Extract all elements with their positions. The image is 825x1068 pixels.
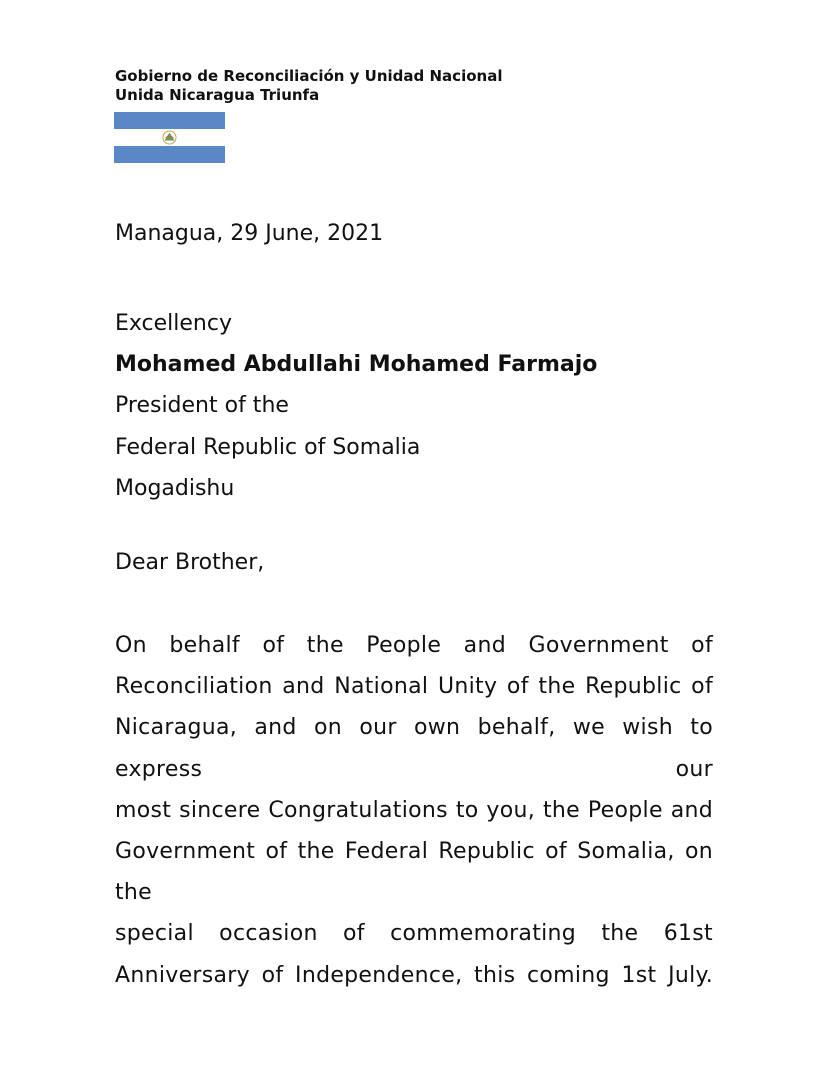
letterhead-motto: Unida Nicaragua Triunfa <box>115 86 320 104</box>
nicaragua-flag-icon <box>114 112 225 163</box>
recipient-country: Federal Republic of Somalia <box>115 434 421 460</box>
letter-date: Managua, 29 June, 2021 <box>115 221 384 246</box>
letter-paragraph <box>115 625 713 996</box>
paragraph-line: special occasion of commemorating the 61st <box>115 921 713 947</box>
paragraph-line: Anniversary of Independence, this coming 1st July. <box>115 962 713 988</box>
paragraph-line: On behalf of the People and Government of <box>115 633 713 658</box>
paragraph-line: Reconciliation and National Unity of the Republic of <box>115 674 713 700</box>
letterhead-government-name: Gobierno de Reconciliación y Unidad Nacional <box>115 67 503 85</box>
recipient-salutation-title: Excellency <box>115 311 232 336</box>
recipient-position: President of the <box>115 393 289 419</box>
paragraph-line: Government of the Federal Republic of Somalia, on the <box>115 839 713 906</box>
recipient-block <box>115 303 713 509</box>
paragraph-line: most sincere Congratulations to you, the People and <box>115 797 713 823</box>
recipient-name: Mohamed Abdullahi Mohamed Farmajo <box>115 352 598 378</box>
letter-greeting: Dear Brother, <box>115 550 265 575</box>
recipient-city: Mogadishu <box>115 475 235 501</box>
paragraph-line: Nicaragua, and on our own behalf, we wish to express our <box>115 715 713 782</box>
letterhead <box>115 67 502 105</box>
